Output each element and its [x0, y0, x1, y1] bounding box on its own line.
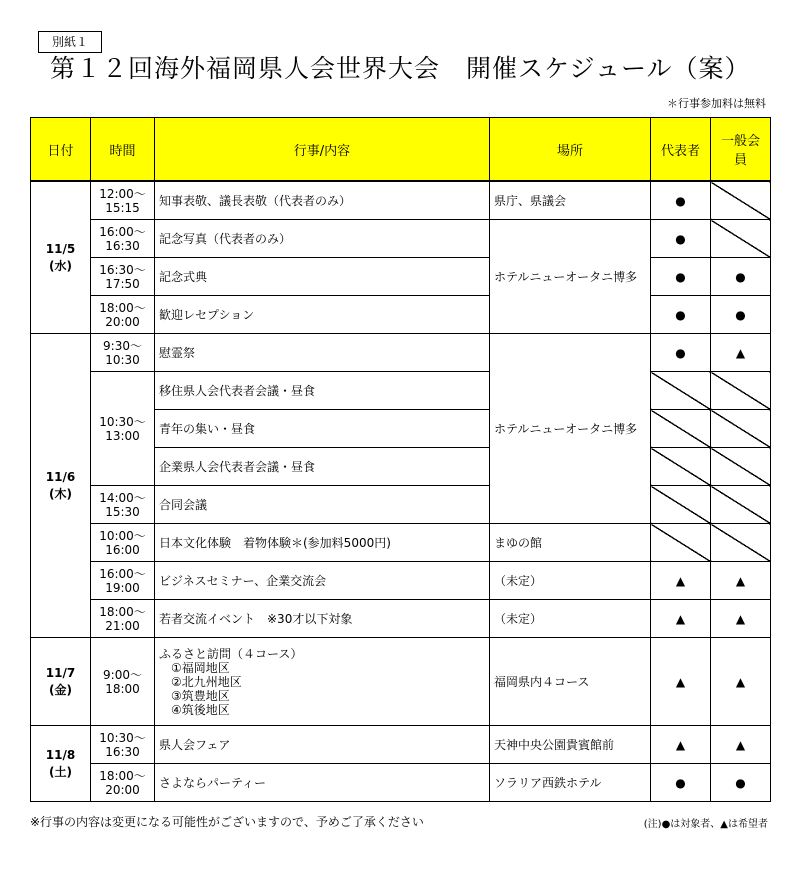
venue-cell: ホテルニューオータニ博多	[490, 220, 651, 334]
time-cell: 10:00～ 16:00	[91, 524, 155, 562]
event-cell: 記念式典	[155, 258, 490, 296]
time-cell: 16:00～ 16:30	[91, 220, 155, 258]
time-cell: 18:00～ 20:00	[91, 296, 155, 334]
venue-cell: ソラリア西鉄ホテル	[490, 764, 651, 802]
header-date: 日付	[31, 118, 91, 181]
change-notice: ※行事の内容は変更になる可能性がございますので、予めご了承ください	[30, 815, 424, 829]
table-row	[31, 182, 771, 220]
time-cell: 10:30～ 13:00	[91, 372, 155, 486]
time-cell: 18:00～ 21:00	[91, 600, 155, 638]
table-row	[31, 764, 771, 802]
rep-mark: ●	[651, 220, 711, 258]
not-applicable-cell	[711, 220, 771, 258]
not-applicable-cell	[651, 448, 711, 486]
event-cell: 知事表敬、議長表敬（代表者のみ）	[155, 182, 490, 220]
venue-cell: ホテルニューオータニ博多	[490, 334, 651, 524]
venue-cell: 福岡県内４コース	[490, 638, 651, 726]
gen-mark: ▲	[711, 638, 771, 726]
header-time: 時間	[91, 118, 155, 181]
not-applicable-cell	[651, 410, 711, 448]
event-cell: 青年の集い・昼食	[155, 410, 490, 448]
not-applicable-cell	[711, 410, 771, 448]
event-cell: 記念写真（代表者のみ）	[155, 220, 490, 258]
header-event: 行事/内容	[155, 118, 490, 181]
gen-mark: ▲	[711, 600, 771, 638]
event-cell: さよならパーティー	[155, 764, 490, 802]
attachment-tag: 別紙１	[38, 31, 102, 53]
event-cell: ビジネスセミナー、企業交流会	[155, 562, 490, 600]
rep-mark: ▲	[651, 638, 711, 726]
not-applicable-cell	[711, 448, 771, 486]
gen-mark: ●	[711, 258, 771, 296]
table-row	[31, 296, 771, 334]
time-cell: 12:00～ 15:15	[91, 182, 155, 220]
rep-mark: ●	[651, 258, 711, 296]
not-applicable-cell	[711, 372, 771, 410]
event-cell: 慰霊祭	[155, 334, 490, 372]
event-cell: 移住県人会代表者会議・昼食	[155, 372, 490, 410]
time-cell: 10:30～ 16:30	[91, 726, 155, 764]
table-row	[31, 638, 771, 726]
not-applicable-cell	[651, 372, 711, 410]
day-cell: 11/8 (土)	[31, 726, 91, 802]
time-cell: 14:00～ 15:30	[91, 486, 155, 524]
rep-mark: ▲	[651, 726, 711, 764]
event-cell: 県人会フェア	[155, 726, 490, 764]
not-applicable-cell	[711, 182, 771, 220]
rep-mark: ●	[651, 182, 711, 220]
gen-mark: ▲	[711, 334, 771, 372]
day-cell: 11/6 (木)	[31, 334, 91, 638]
rep-mark: ●	[651, 334, 711, 372]
table-row	[31, 220, 771, 258]
table-row	[31, 600, 771, 638]
rep-mark: ●	[651, 764, 711, 802]
venue-cell: （未定）	[490, 562, 651, 600]
not-applicable-cell	[711, 524, 771, 562]
not-applicable-cell	[651, 524, 711, 562]
fee-note: ＊行事参加料は無料	[667, 97, 766, 110]
gen-mark: ▲	[711, 726, 771, 764]
not-applicable-cell	[651, 486, 711, 524]
venue-cell: まゆの館	[490, 524, 651, 562]
table-row	[31, 562, 771, 600]
gen-mark: ●	[711, 296, 771, 334]
event-cell: 合同会議	[155, 486, 490, 524]
time-cell: 9:00～ 18:00	[91, 638, 155, 726]
schedule-table	[30, 117, 771, 802]
time-cell: 18:00～ 20:00	[91, 764, 155, 802]
time-cell: 16:30～ 17:50	[91, 258, 155, 296]
event-cell: 歓迎レセプション	[155, 296, 490, 334]
not-applicable-cell	[711, 486, 771, 524]
table-row	[31, 524, 771, 562]
gen-mark: ●	[711, 764, 771, 802]
header-representative: 代表者	[651, 118, 711, 181]
event-cell: 企業県人会代表者会議・昼食	[155, 448, 490, 486]
header-row	[31, 118, 771, 181]
rep-mark: ●	[651, 296, 711, 334]
table-row	[31, 334, 771, 372]
table-row	[31, 726, 771, 764]
legend-note: (注)●は対象者、▲は希望者	[643, 819, 768, 830]
venue-cell: 天神中央公園貴賓館前	[490, 726, 651, 764]
page-title: 第１２回海外福岡県人会世界大会 開催スケジュール（案）	[50, 54, 751, 83]
event-cell: 若者交流イベント ※30才以下対象	[155, 600, 490, 638]
table-row	[31, 258, 771, 296]
time-cell: 16:00～ 19:00	[91, 562, 155, 600]
gen-mark: ▲	[711, 562, 771, 600]
day-cell: 11/7 (金)	[31, 638, 91, 726]
header-venue: 場所	[490, 118, 651, 181]
event-cell: ふるさと訪問（４コース） ①福岡地区 ②北九州地区 ③筑豊地区 ④筑後地区	[155, 638, 490, 726]
day-cell: 11/5 (水)	[31, 182, 91, 334]
venue-cell: 県庁、県議会	[490, 182, 651, 220]
rep-mark: ▲	[651, 600, 711, 638]
rep-mark: ▲	[651, 562, 711, 600]
time-cell: 9:30～ 10:30	[91, 334, 155, 372]
venue-cell: （未定）	[490, 600, 651, 638]
header-general-member: 一般会員	[711, 118, 771, 181]
table-row	[31, 486, 771, 524]
event-cell: 日本文化体験 着物体験＊(参加料5000円)	[155, 524, 490, 562]
table-row	[31, 372, 771, 410]
